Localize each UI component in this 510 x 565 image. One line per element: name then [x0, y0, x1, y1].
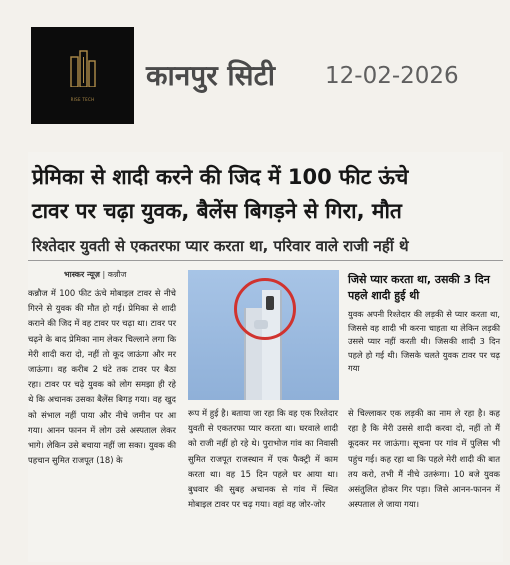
byline-source: भास्कर न्यूज़ — [64, 270, 100, 279]
tower-photo — [188, 270, 339, 400]
divider — [28, 260, 503, 261]
sidebar-body: युवक अपनी रिश्तेदार की लड़की से प्यार करता था, जिससे वह शादी भी करना चाहता था लेकिन लड़की उससे प्यार नहीं करती थी। जिसकी शादी 3 दिन पहले हो गई थी। जिसके चलते युवक टावर पर चढ़ गया — [348, 309, 500, 373]
headline-line-1: प्रेमिका से शादी करने की जिद में 100 फीट ऊंचे — [32, 165, 409, 189]
news-clipping — [28, 152, 503, 562]
subheadline: रिश्तेदार युवती से एकतरफा प्यार करता था, परिवार वाले राजी नहीं थे — [32, 237, 409, 255]
article-column-1 — [28, 286, 176, 468]
byline: भास्कर न्यूज़ | कन्नौज — [64, 270, 127, 279]
headline-line-2: टावर पर चढ़ा युवक, बैलेंस बिगड़ने से गिरा, मौत — [32, 199, 402, 223]
sidebar-title: जिसे प्यार करता था, उसकी 3 दिन पहले शादी हुई थी — [348, 273, 490, 302]
article-text-2: रूप में हुई है। बताया जा रहा कि वह एक रिश्तेदार युवती से एकतरफा प्यार करता था। घरवाले शादी को राजी नहीं हो रहे थे। पुराभोज गांव का निवासी सुमित राजपूत राजस्थान में एक फैक्ट्री में काम करता था। वह 15 दिन पहले घर आया था। बुधवार की सुबह अचानक से गांव में स्थित मोबाइल टावर पर चढ़ गया। वहां वह जोर-जोर — [188, 408, 338, 510]
article-text-3: से चिल्लाकर एक लड़की का नाम ले रहा है। कह रहा है कि मेरी उससे शादी करवा दो, नहीं तो मैं कूदकर मर जाऊंगा। सूचना पर गांव में पुलिस भी पहुंच गई। कह रहा था कि पहले मेरी शादी की बात तय करो, तभी मैं नीचे उतरूंगा। 10 बजे युवक असंतुलित होकर गिर पड़ा। जिसे आनन-फानन में अस्पताल ले जाया गया। — [348, 408, 500, 510]
logo-text: RISE TECH — [70, 97, 95, 102]
city-title: कानपुर सिटी — [146, 59, 275, 92]
headline — [32, 160, 502, 228]
article-text-1: कन्नौज में 100 फीट ऊंचे मोबाइल टावर से नीचे गिरने से युवक की मौत हो गई। प्रेमिका से शादी कराने की जिद में वह टावर पर चढ़ा था। टावर पर चढ़ने के बाद प्रेमिका नाम लेकर चिल्लाने लगा कि मेरी शादी करा दो, नहीं तो कूद जाऊंगा और मर जाऊंगा। वह करीब 2 घंटे तक टावर पर बैठा रहा। टावर पर चढ़े युवक को लोग समझा ही रहे थे कि अचानक उसका बैलेंस बिगड़ गया। वह खुद को संभाल नहीं पाया और नीचे जमीन पर आ गया। आनन फानन में लोग उसे अस्पताल लेकर भागे। लेकिन उसे बचाया नहीं जा सका। युवक की पहचान सुमित राजपूत (18) के — [28, 288, 176, 466]
building-icon — [67, 49, 99, 87]
byline-place: कन्नौज — [107, 270, 127, 279]
highlight-circle — [234, 278, 296, 340]
article-column-2 — [188, 406, 338, 512]
article-column-3 — [348, 406, 500, 512]
date: 12-02-2026 — [325, 63, 459, 89]
sidebar-box — [348, 272, 500, 376]
logo — [31, 27, 134, 124]
